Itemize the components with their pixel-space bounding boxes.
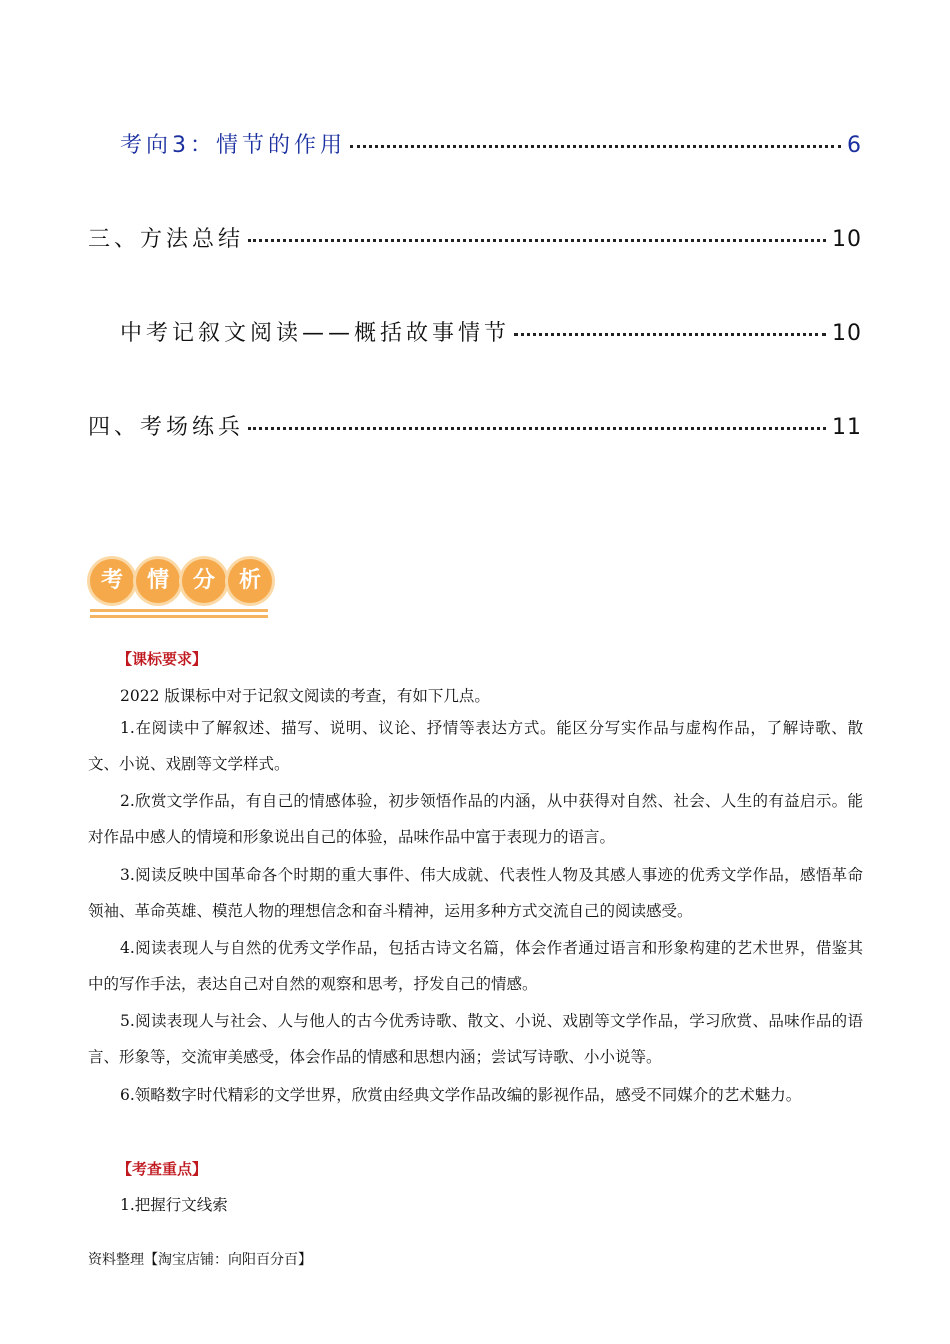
toc-leader-dots [248,239,826,242]
banner-underline [90,615,268,618]
requirement-6: 6.领略数字时代精彩的文学世界，欣赏由经典文学作品改编的影视作品，感受不同媒介的艺术魅力。 [120,1086,802,1104]
toc-entry-page: 6 [847,133,862,158]
requirement-2: 2.欣赏文学作品，有自己的情感体验，初步领悟作品的内涵，从中获得对自然、社会、人生的有益启示。能对作品中感人的情境和形象说出自己的体验，品味作品中富于表现力的语言。 [88,792,863,846]
page-footer: 资料整理【淘宝店铺：向阳百分百】 [88,1252,312,1268]
banner-underline [90,609,268,612]
toc-entry-page: 10 [832,227,862,252]
toc-entry-summary[interactable] [120,316,862,347]
toc-entry-page: 10 [832,321,862,346]
requirement-4: 4.阅读表现人与自然的优秀文学作品，包括古诗文名篇，体会作者通过语言和形象构建的艺术世界，借鉴其中的写作手法，表达自己对自然的观察和思考，抒发自己的情感。 [88,939,863,993]
toc-entry-title: 中考记叙文阅读——概括故事情节 [120,321,511,346]
banner-char: 分 [182,559,226,603]
toc-entry-title: 四、考场练兵 [88,415,245,440]
toc-leader-dots [248,427,826,430]
banner-char: 析 [228,559,272,603]
toc-entry-3[interactable] [120,128,862,159]
toc-leader-dots [514,333,826,336]
toc-entry-practice[interactable] [88,410,862,441]
section-heading-focus: 【考查重点】 [117,1160,208,1178]
banner-char: 情 [136,559,180,603]
requirement-5: 5.阅读表现人与社会、人与他人的古今优秀诗歌、散文、小说、戏剧等文学作品，学习欣赏、品味作品的语言、形象等，交流审美感受，体会作品的情感和思想内涵；尝试写诗歌、小小说等。 [88,1012,863,1066]
toc-entry-method[interactable] [88,222,862,253]
toc-entry-title: 三、方法总结 [88,227,245,252]
toc-entry-title: 考向3：情节的作用 [120,133,346,158]
section-banner [86,556,276,618]
requirement-1: 1.在阅读中了解叙述、描写、说明、议论、抒情等表达方式。能区分写实作品与虚构作品，了解诗歌、散文、小说、戏剧等文学样式。 [88,719,863,773]
section-heading-curriculum: 【课标要求】 [117,650,208,668]
requirement-3: 3.阅读反映中国革命各个时期的重大事件、伟大成就、代表性人物及其感人事迹的优秀文学作品，感悟革命领袖、革命英雄、模范人物的理想信念和奋斗精神，运用多种方式交流自己的阅读感受。 [88,866,863,920]
banner-char: 考 [90,559,134,603]
toc-entry-page: 11 [832,415,862,440]
focus-item-1: 1.把握行文线索 [120,1196,228,1214]
intro-text: 2022 版课标中对于记叙文阅读的考查，有如下几点。 [120,687,490,705]
toc-leader-dots [350,145,841,148]
